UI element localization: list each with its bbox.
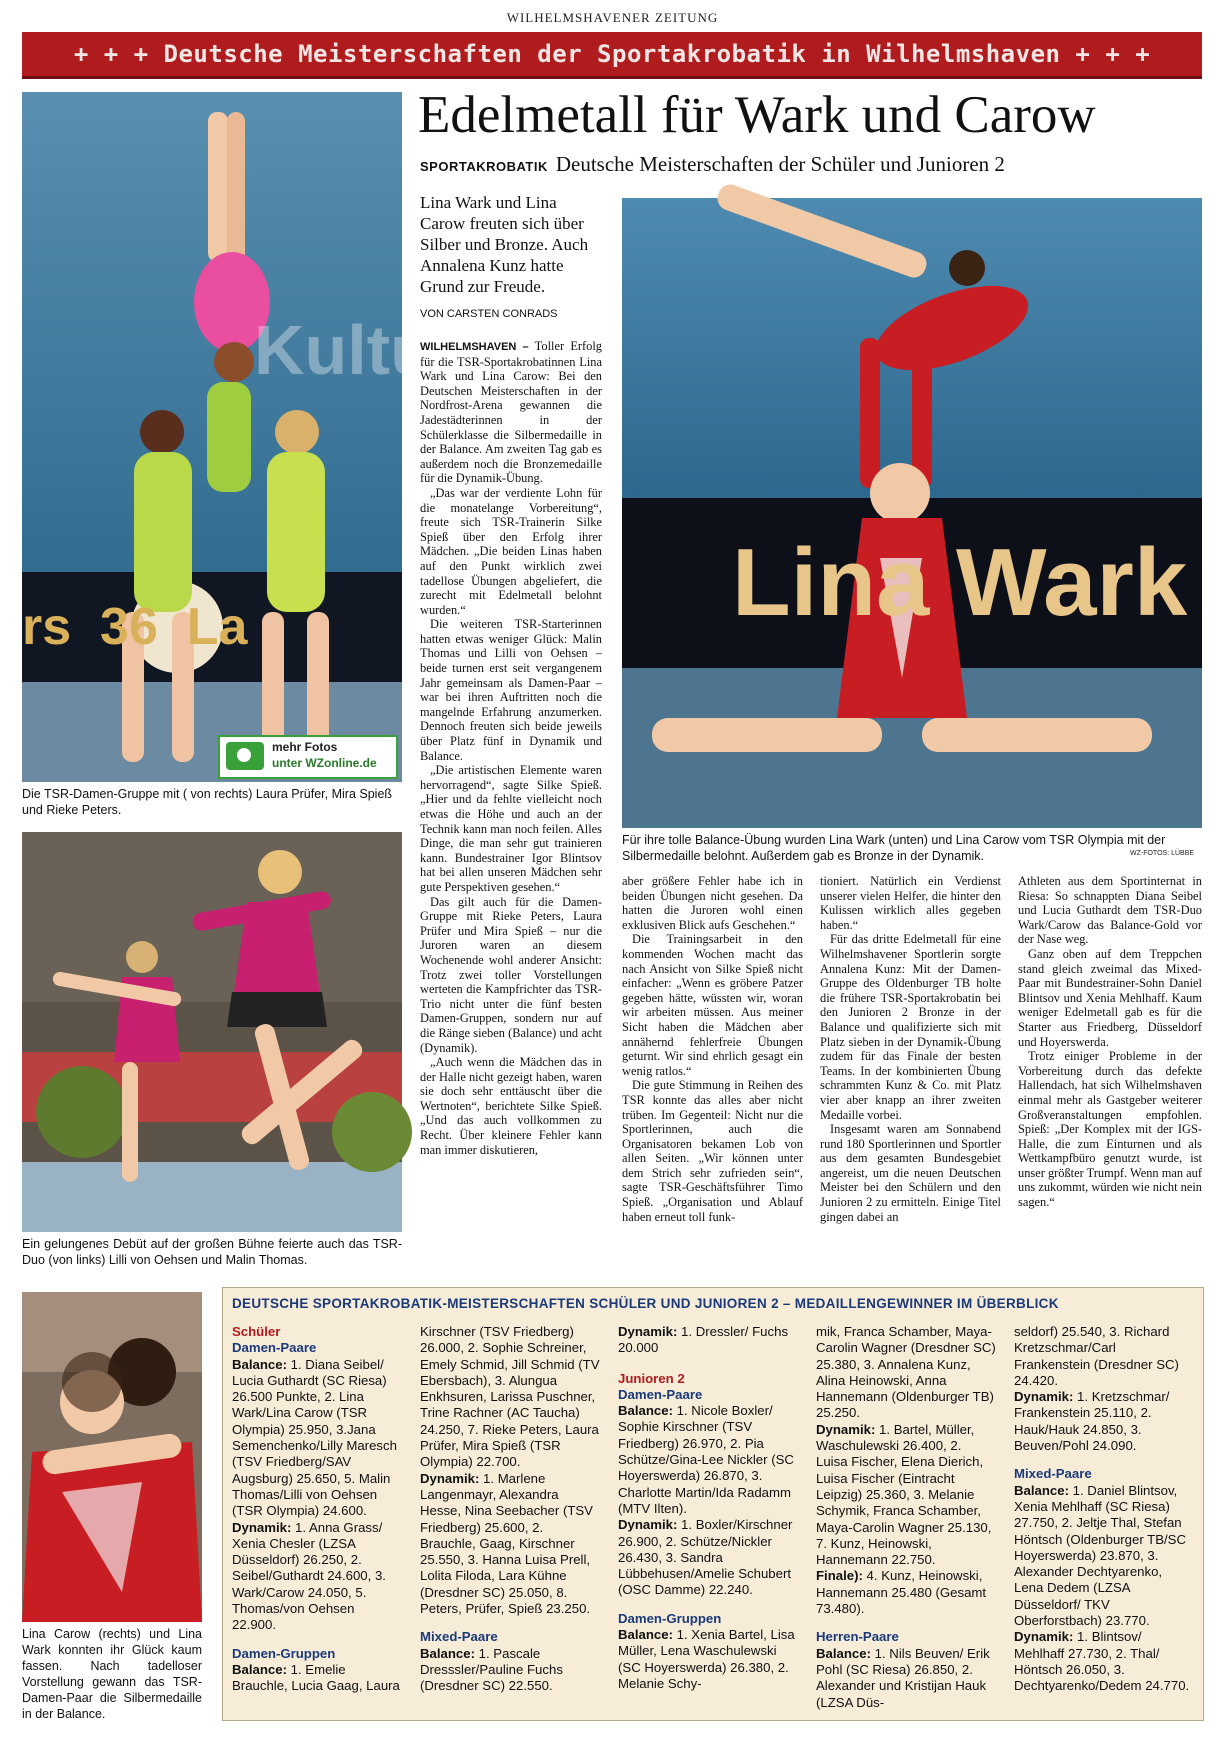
results-column-1 [232, 1324, 400, 1695]
photo-duo-debuet-caption: Ein gelungenes Debüt auf der großen Bühne feierte auch das TSR-Duo (von links) Lilli von Oehsen und Malin Thomas. [22, 1237, 402, 1267]
results-column-3 [618, 1324, 798, 1692]
category-heading: Schüler [232, 1324, 281, 1339]
article-paragraph: aber größere Fehler habe ich in beiden Übungen nicht gesehen. Da hatten die Juroren wohl einen exklusiven Blick aufs Geschehen.“ [622, 874, 803, 932]
badge-line-2: unter WZonline.de [272, 756, 377, 770]
discipline-heading: Damen-Gruppen [232, 1645, 336, 1661]
result-entry: Balance: 1. Nicole Boxler/ Sophie Kirschner (TSV Friedberg) 26.970, 2. Pia Schütze/Gina-Lee Nickler (SC Hoyerswerda) 26.870, 3. Charlotte Martin/Ida Radamm (MTV Ilten). [618, 1403, 794, 1516]
article-paragraph: WILHELMSHAVEN – Toller Erfolg für die TSR-Sportakrobatinnen Lina Wark und Lina Carow: Bei den Deutschen Meisterschaften in der Nordfrost-Arena gewannen die Jadestädterinnen in der Schülerklasse die Silbermedaille in der Balance. Am zweiten Tag gab es außerdem noch die Bronzemedaille für die Dynamik-Übung. [420, 339, 602, 486]
article-paragraph: Insgesamt waren am Sonnabend rund 180 Sportlerinnen und Sportler aus dem gesamten Bundesgebiet angereist, um die neuen Deutschen Meister bei den Schülern und den Junioren 2 zu ermitteln. Einige Titel gingen dabei an [820, 1122, 1001, 1224]
article-column-2 [622, 874, 803, 1224]
event-banner: + + + Deutsche Meisterschaften der Sportakrobatik in Wilhelmshaven + + + [22, 32, 1202, 79]
photo-arena-banner-text: rs 36 La [22, 598, 248, 656]
result-entry: Dynamik: 1. Dressler/ Fuchs 20.000 [618, 1324, 789, 1356]
article-paragraph: Athleten aus dem Sportinternat in Riesa: So schnappten Diana Seibel und Lucia Guthardt dem TSR-Duo Wark/Carow das Balance-Gold vor der Nase weg. [1018, 874, 1202, 947]
category-heading: Junioren 2 [618, 1370, 685, 1386]
discipline-heading: Mixed-Paare [420, 1629, 498, 1645]
discipline-heading: Damen-Paare [232, 1340, 317, 1356]
discipline-heading: Damen-Gruppen [618, 1610, 722, 1626]
result-entry: Dynamik: 1. Blintsov/ Mehlhaff 27.730, 2. Thal/ Höntsch 26.050, 3. Dechtyarenko/Dedem 24.770. [1014, 1629, 1190, 1694]
rubric-tag: SPORTAKROBATIK [420, 159, 548, 174]
article-paragraph: „Auch wenn die Mädchen das in der Halle nicht gezeigt haben, waren sie doch sehr enttäuscht über die Wertnoten“, berichtete Silke Spieß. „Und das auch vollkommen zu Recht. Über kleinere Fehler kann man immer diskutieren, [420, 1055, 602, 1157]
photo-duo-debuet-image [22, 832, 402, 1232]
dateline: WILHELMSHAVEN – [420, 341, 529, 353]
photo-wark-carow-caption: Für ihre tolle Balance-Übung wurden Lina Wark (unten) und Lina Carow vom TSR Olympia mit der Silbermedaille belohnt. Außerdem gab es Bronze in der Dynamik. [622, 833, 1166, 863]
camera-icon [226, 742, 264, 770]
photo-sign-text: Kultu [254, 311, 433, 389]
article-column-4 [1018, 874, 1202, 1210]
result-entry: Dynamik: 1. Bartel, Müller, Waschulewski 26.400, 2. Luisa Fischer, Elena Dierich, Luisa Fischer (Eintracht Leipzig) 25.360, 3. Melanie Schymik, Franca Schamber, Maya-Carolin Wagner 25.130, 7. Kunz, Heinowski, Hannemann 22.750. [816, 1421, 992, 1568]
more-photos-badge[interactable] [218, 735, 398, 779]
photo-jubel-image [22, 1292, 202, 1622]
photo-wark-carow-image [622, 198, 1202, 828]
article-paragraph: Die Trainingsarbeit in den kommenden Wochen macht das nach Ansicht von Silke Spieß nicht einfacher: „Wenn es gröbere Patzer gegeben hätte, wüssten wir, woran wir arbeiten müssen. Aus meiner Sicht haben die Mädchen aber annähernd fehlerfreie Übungen geturnt. Wir sind ehrlich gesagt ein wenig ratlos.“ [622, 932, 803, 1078]
result-entry: Kirschner (TSV Friedberg) 26.000, 2. Sophie Schreiner, Emely Schmid, Jill Schmid (TV Ebersbach), 3. Alungua Enkhsuren, Larissa Puschner, Trine Rachner (AC Taucha) 24.250, 7. Rieke Peters, Laura Prüfer, Mira Spieß (TSR Olympia) 22.700. [420, 1324, 600, 1470]
rubric-text: Deutsche Meisterschaften der Schüler und Junioren 2 [555, 152, 1005, 176]
result-entry: Balance: 1. Pascale Dresssler/Pauline Fuchs (Dresdner SC) 22.550. [420, 1645, 563, 1694]
result-entry: Balance: 1. Daniel Blintsov, Xenia Mehlhaff (SC Riesa) 27.750, 2. Jeltje Thal, Stefan Höntsch (Oldenburger TB/SC Hoyerswerda) 23.870, 3. Alexander Dechtyarenko, Lena Dedem (LZSA Düsseldorf/ TKV Oberforstbach) 23.770. [1014, 1482, 1187, 1629]
photo-credit: WZ-FOTOS: LÜBBE [1130, 850, 1195, 857]
result-entry: Balance: 1. Xenia Bartel, Lisa Müller, Lena Waschulewski (SC Hoyerswerda) 26.380, 2. Melanie Schy- [618, 1627, 795, 1691]
article-paragraph: Für das dritte Edelmetall für eine Wilhelmshavener Sportlerin sorgte Annalena Kunz: Mit der Damen-Gruppe des Oldenburger TB holte die frühere TSR-Sportakrobatin bei den Junioren 2 Bronze in der Balance und qualifizierte sich mit Platz sieben in der Dynamik-Übung zudem für das Finale der besten Teams. In der kombinierten Übung schrammten Kunz & Co. mit Platz vier aber knapp an ihrer zweiten Medaille vorbei. [820, 932, 1001, 1122]
article-paragraph: „Das war der verdiente Lohn für die monatelange Vorbereitung“, freute sich TSR-Trainerin Silke Spieß über den Erfolg ihrer Mädchen. „Die beiden Linas haben auf den Punkt wirklich zwei tadellose Übungen abgeliefert, die zurecht mit Edelmetall belohnt wurden.“ [420, 485, 602, 617]
result-entry: Dynamik: 1. Kretzschmar/ Frankenstein 25.110, 2. Hauk/Hauk 24.850, 3. Beuven/Pohl 24.090. [1014, 1389, 1170, 1454]
article-column-1 [420, 339, 602, 1157]
result-entry: Dynamik: 1. Anna Grass/ Xenia Chesler (LZSA Düsseldorf) 26.250, 2. Seibel/Guthardt 24.600, 3. Wark/Carow 24.050, 5. Thomas/von Oehsen 22.900. [232, 1519, 386, 1633]
masthead: WILHELMSHAVENER ZEITUNG [506, 10, 719, 25]
result-entry: Finale): 4. Kunz, Heinowski, Hannemann 25.480 (Gesamt 73.480). [816, 1568, 987, 1617]
photo-name-sign: Lina Wark [732, 529, 1188, 636]
result-entry: Balance: 1. Diana Seibel/ Lucia Guthardt (SC Riesa) 26.500 Punkte, 2. Lina Wark/Lina Carow (TSR Olympia) 25.950, 3.Jana Semenchenko/Lilly Maresch (TSV Friedberg/SAV Augsburg) 25.650, 5. Malin Thomas/Lilli von Oehsen (TSR Olympia) 24.600. [232, 1356, 397, 1519]
article-paragraph: „Die artistischen Elemente waren hervorragend“, sagte Silke Spieß. „Hier und da fehlte vielleicht noch etwas die Höhe und auch an der Technik kann man noch feilen. Alles Dinge, die man sehr gut trainieren kann. Bundestrainer Igor Blintsov hat bei allen unseren Mädchen sehr gute Perspektiven gesehen.“ [420, 763, 602, 894]
results-column-5 [1014, 1324, 1194, 1695]
discipline-heading: Damen-Paare [618, 1386, 703, 1402]
result-entry: Balance: 1. Emelie Brauchle, Lucia Gaag, Laura [232, 1661, 400, 1694]
article-paragraph: Die gute Stimmung in Reihen des TSR konnte das alles aber nicht trüben. Im Gegenteil: Nicht nur die Sportlerinnen, auch die Organisatoren bekamen Lob von allen Seiten. „Wir können unter dem Strich sehr zufrieden sein“, sagte TSR-Geschäftsführer Timo Spieß. „Organisation und Ablauf haben erneut toll funk- [622, 1078, 803, 1224]
photo-damen-gruppe-image [22, 92, 402, 782]
badge-line-1: mehr Fotos [272, 740, 338, 754]
rubric [420, 152, 1210, 177]
photo-jubel-caption: Lina Carow (rechts) und Lina Wark konnten ihr Glück kaum fassen. Nach tadelloser Vorstellung gewann das TSR-Damen-Paar die Silbermedaille in der Balance. [22, 1627, 202, 1721]
photo-duo-debuet[interactable] [22, 832, 402, 1232]
result-entry: Balance: 1. Nils Beuven/ Erik Pohl (SC Riesa) 26.850, 2. Alexander und Kristijan Hauk (LZSA Düs- [816, 1645, 990, 1710]
photo-wark-carow[interactable] [622, 198, 1202, 828]
article-paragraph: tioniert. Natürlich ein Verdienst unserer vielen Helfer, die hinter den Kulissen wirklich alles gegeben haben.“ [820, 874, 1001, 932]
result-entry: Dynamik: 1. Boxler/Kirschner 26.900, 2. Schütze/Nickler 26.430, 3. Sandra Lübbehusen/Amelie Schubert (OSC Damme) 22.240. [618, 1517, 793, 1598]
article-paragraph: Trotz einiger Probleme in der Vorbereitung durch das defekte Hallendach, hat sich Wilhelmshaven einmal mehr als Gastgeber weiterer Großveranstaltungen empfohlen. Spieß: „Der Komplex mit der IGS-Halle, die zum Einturnen und als Wettkampfbüro genutzt wurde, ist unser größter Trumpf. Wenn man auf uns zukommt, würden wie nicht nein sagen.“ [1018, 1049, 1202, 1210]
photo-damen-gruppe[interactable] [22, 92, 433, 782]
headline: Edelmetall für Wark und Carow [418, 86, 1096, 144]
teaser: Lina Wark und Lina Carow freuten sich über Silber und Bronze. Auch Annalena Kunz hatte Grund zur Freude. [420, 193, 589, 296]
discipline-heading: Herren-Paare [816, 1629, 899, 1645]
byline: VON CARSTEN CONRADS [420, 308, 558, 320]
article-paragraph: Ganz oben auf dem Treppchen stand gleich zweimal das Mixed-Paar mit Bundestrainer-Sohn Daniel Blintsov und Xenia Mehlhaff. Kaum weniger Edelmetall gab es für die Starter aus Friedberg, Düsseldorf und Hoyerswerda. [1018, 946, 1202, 1049]
result-entry: mik, Franca Schamber, Maya-Carolin Wagner (Dresdner SC) 25.380, 3. Annalena Kunz, Alina Heinowski, Anna Hannemann (Oldenburger TB) 25.250. [816, 1324, 996, 1421]
article-paragraph: Das gilt auch für die Damen-Gruppe mit Rieke Peters, Laura Prüfer und Mira Spieß – nur die Juroren waren an diesem Wochenende wohl anderer Ansicht: Trotz zwei toller Vorstellungen werteten die Kampfrichter das TSR-Trio nicht unter die fünf besten Damen-Gruppen, sondern nur auf die Ränge sieben (Balance) und acht (Dynamik). [420, 894, 602, 1055]
article-column-3 [820, 874, 1001, 1224]
result-entry: Dynamik: 1. Marlene Langenmayr, Alexandra Hesse, Nina Seebacher (TSV Friedberg) 25.600, 2. Brauchle, Gaag, Kirschner 25.550, 3. Hanna Luisa Prell, Lolita Filoda, Lara Kühne (Dresdner SC) 25.050, 8. Peters, Prüfer, Spieß 23.250. [420, 1470, 593, 1617]
results-title: DEUTSCHE SPORTAKROBATIK-MEISTERSCHAFTEN SCHÜLER UND JUNIOREN 2 – MEDAILLENGEWINNER IM ÜBERBLICK [232, 1296, 1059, 1311]
results-column-2 [420, 1324, 600, 1695]
photo-damen-gruppe-caption: Die TSR-Damen-Gruppe mit ( von rechts) Laura Prüfer, Mira Spieß und Rieke Peters. [22, 787, 393, 817]
article-paragraph: Die weiteren TSR-Starterinnen hatten etwas weniger Glück: Malin Thomas und Lilli von Oehsen – beide turnen erst seit vergangenem Jahr gemeinsam als Damen-Paar – war bei ihren Auftritten noch die mangelnde Erfahrung anzumerken. Dennoch freuten sich beide jeweils über Platz fünf in Dynamik und Balance. [420, 617, 602, 763]
photo-jubel[interactable] [22, 1292, 202, 1622]
result-entry: seldorf) 25.540, 3. Richard Kretzschmar/Carl Frankenstein (Dresdner SC) 24.420. [1014, 1324, 1179, 1388]
discipline-heading: Mixed-Paare [1014, 1466, 1092, 1482]
results-column-4 [816, 1324, 996, 1711]
